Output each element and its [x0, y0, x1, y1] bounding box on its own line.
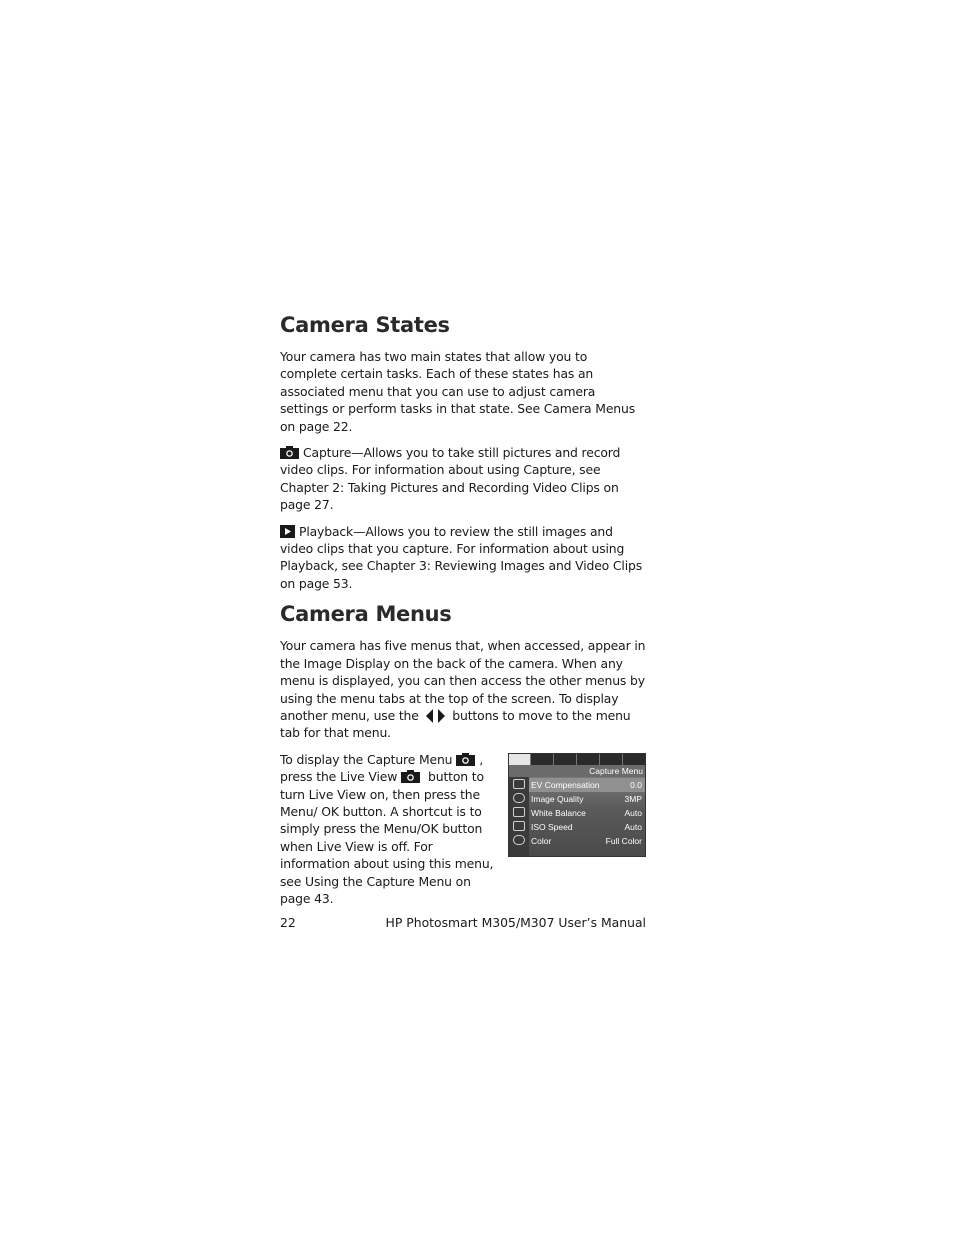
lcd-row — [529, 778, 645, 792]
capture-text-1: —Allows you to take still pictures and record video clips. For information about using — [280, 445, 621, 478]
intro-text: Your camera has two main states that allow you to complete certain tasks. Each of these states has an associated menu that you can use to adjust camera settings or perform tasks in that state. See — [280, 349, 596, 417]
manual-title: HP Photosmart M305/M307 User’s Manual — [385, 915, 646, 930]
camera-menus-intro — [280, 637, 646, 741]
play-icon — [280, 525, 295, 538]
section-title-camera-menus: Camera Menus — [280, 602, 452, 627]
playback-state-description — [280, 523, 646, 593]
camera-states-intro — [280, 348, 646, 435]
lcd-header — [509, 765, 645, 777]
lcd-row — [529, 792, 645, 806]
color-icon — [513, 835, 525, 845]
lcd-row — [529, 820, 645, 834]
capture-menu-paragraph — [280, 751, 500, 908]
lcd-row-value: 0.0 — [630, 779, 642, 790]
intro-text-end: on page 22. — [280, 418, 353, 434]
section-title-camera-states: Camera States — [280, 313, 450, 337]
capture-tab-icon — [509, 754, 531, 765]
lcd-row — [529, 806, 645, 820]
cm-text-7: is off. For information about using this menu, see — [280, 838, 494, 889]
capture-menu-screenshot — [508, 753, 646, 857]
lcd-menu-list — [529, 777, 645, 856]
help-tab-icon — [600, 754, 623, 765]
lcd-side-icons — [509, 777, 529, 856]
lcd-row-label: Image Quality — [531, 793, 584, 804]
ev-icon — [513, 779, 525, 789]
chapter-3-link[interactable]: Chapter 3: Reviewing Images and Video Clips — [366, 558, 643, 574]
lcd-row — [529, 834, 645, 848]
camera-icon — [456, 753, 475, 766]
playback-ref: Playback — [280, 558, 335, 574]
camera-icon — [401, 770, 420, 783]
cm-text-3: button to turn — [280, 769, 484, 802]
page-number: 22 — [280, 915, 296, 930]
chapter-2-link[interactable]: Chapter 2: Taking Pictures and Recording Video Clips — [280, 479, 600, 495]
playback-tab-icon — [531, 754, 554, 765]
cm-text-1: To display the — [280, 751, 367, 767]
capture-ref: Capture — [523, 462, 572, 478]
exit-tab-icon — [623, 754, 645, 765]
camera-icon — [280, 446, 299, 459]
capture-text-2: , see — [571, 462, 601, 478]
setup-tab-icon — [577, 754, 600, 765]
lcd-row-value: Auto — [624, 807, 642, 818]
menu-ok-ref: Menu/ OK — [280, 803, 339, 819]
page-content — [280, 300, 646, 906]
menus-intro-text: Your camera has five menus that, when accessed, appear in the Image Display on the back of the camera. When any menu is displayed, you can then access the other menus by using the menu tabs at the top of the screen. To display another menu, use the — [280, 638, 646, 723]
live-view-ref-3: Live View — [316, 838, 374, 854]
capture-menu-ref: Capture Menu — [366, 751, 453, 767]
star-icon — [513, 793, 525, 803]
capture-label: Capture — [303, 445, 352, 461]
lcd-row-value: Auto — [624, 821, 642, 832]
capture-menu-instructions — [280, 751, 500, 908]
playback-text-2: , see — [334, 558, 367, 574]
cm-text-8: on page 43. — [280, 873, 471, 906]
camera-menus-link[interactable]: Camera Menus — [543, 401, 636, 417]
wb-icon — [513, 807, 525, 817]
lcd-row-label: Color — [531, 835, 552, 846]
lcd-row-label: EV Compensation — [531, 779, 600, 790]
lcd-row-label: ISO Speed — [531, 821, 573, 832]
cm-text-6: button when — [280, 821, 483, 854]
capture-menu-block — [280, 751, 646, 906]
menus-intro-end: buttons to move to the menu tab for that menu. — [280, 707, 631, 741]
share-tab-icon — [554, 754, 577, 765]
iso-icon — [513, 821, 525, 831]
capture-state-description — [280, 444, 646, 514]
capture-text-3: on page 27. — [280, 479, 619, 513]
lcd-row-value: Full Color — [605, 835, 642, 846]
cm-text-2: , press the — [280, 751, 484, 785]
cm-text-4: on, then press the — [365, 786, 480, 802]
left-right-arrows-icon — [425, 708, 447, 724]
live-view-ref: Live View — [339, 769, 398, 785]
menu-ok-ref-2: Menu/OK — [383, 821, 439, 837]
lcd-header-label: Capture Menu — [589, 765, 643, 776]
lcd-row-value: 3MP — [624, 793, 642, 804]
cm-text-5: button. A shortcut is to simply press the — [280, 803, 482, 837]
using-capture-menu-link[interactable]: Using the Capture Menu — [305, 873, 452, 889]
playback-text-1: —Allows you to review the still images and video clips that you capture. For information about using — [280, 523, 625, 557]
lcd-row-label: White Balance — [531, 807, 586, 818]
lcd-menu-tabs — [509, 754, 645, 765]
playback-label: Playback — [299, 523, 354, 539]
playback-text-3: on page 53. — [280, 575, 353, 591]
live-view-ref-2: Live View — [308, 786, 366, 802]
